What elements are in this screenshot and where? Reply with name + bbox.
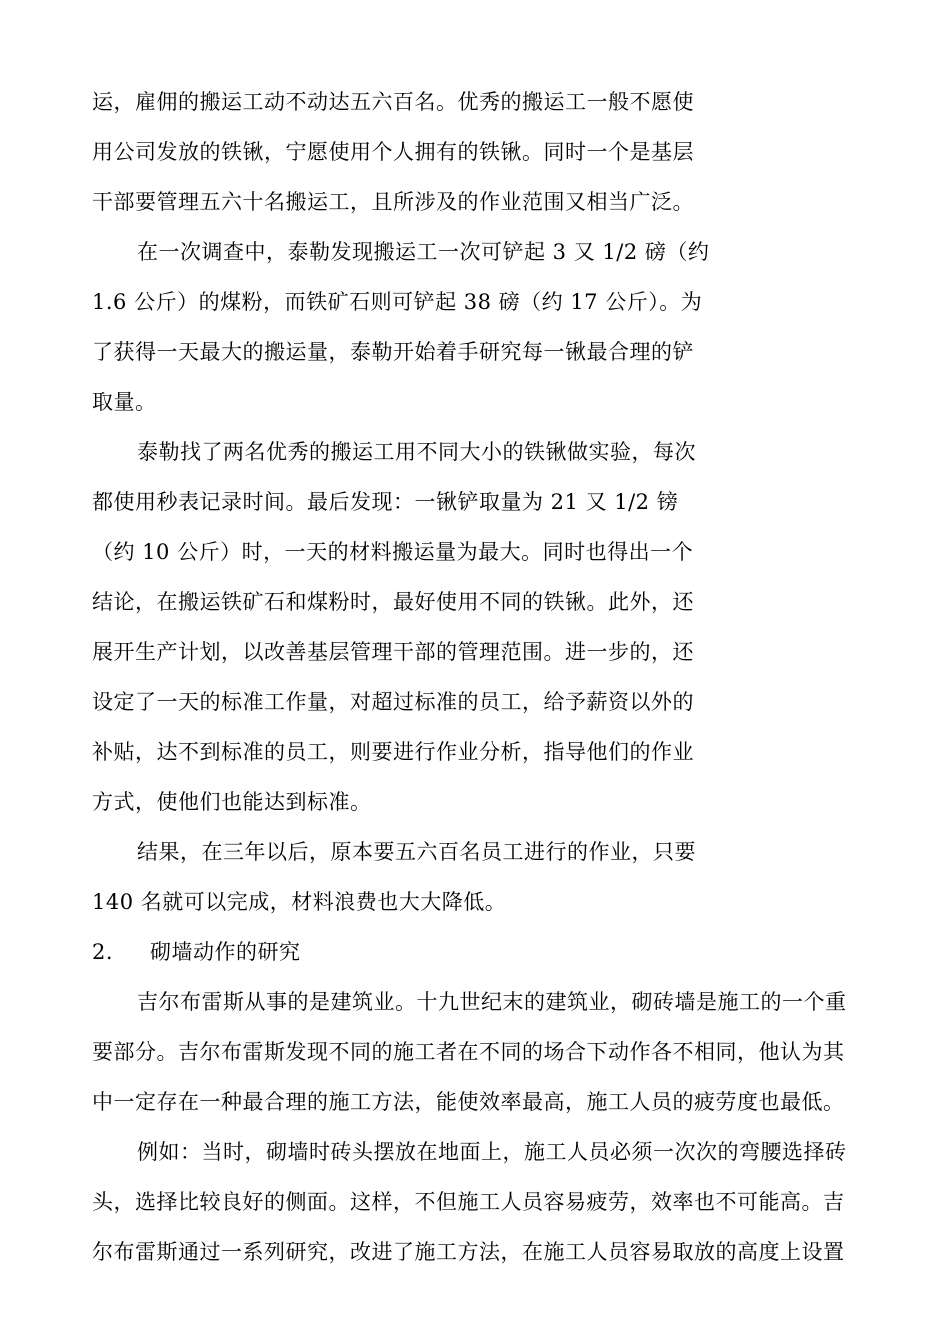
body-text-line: 吉尔布雷斯从事的是建筑业。十九世纪末的建筑业，砌砖墙是施工的一个重 <box>137 990 847 1014</box>
body-text-line: 结论，在搬运铁矿石和煤粉时，最好使用不同的铁锹。此外，还 <box>92 590 694 614</box>
body-text-line: 补贴，达不到标准的员工，则要进行作业分析，指导他们的作业 <box>92 740 694 764</box>
section-heading: 砌墙动作的研究 <box>150 940 301 964</box>
body-text-line: 设定了一天的标准工作量，对超过标准的员工，给予薪资以外的 <box>92 690 694 714</box>
body-text-line: 展开生产计划，以改善基层管理干部的管理范围。进一步的，还 <box>92 640 694 664</box>
body-text-line: 泰勒找了两名优秀的搬运工用不同大小的铁锹做实验，每次 <box>137 440 696 464</box>
body-text-line: 了获得一天最大的搬运量，泰勒开始着手研究每一锹最合理的铲 <box>92 340 694 364</box>
body-text-line: 例如：当时，砌墙时砖头摆放在地面上，施工人员必须一次次的弯腰选择砖 <box>137 1140 847 1164</box>
body-text-line: 要部分。吉尔布雷斯发现不同的施工者在不同的场合下动作各不相同，他认为其 <box>92 1040 845 1064</box>
body-text-line: 取量。 <box>92 390 157 414</box>
section-number: 2. <box>92 940 114 964</box>
body-text-line: 用公司发放的铁锹，宁愿使用个人拥有的铁锹。同时一个是基层 <box>92 140 694 164</box>
body-text-line: 方式，使他们也能达到标准。 <box>92 790 372 814</box>
body-text-line: （约 10 公斤）时，一天的材料搬运量为最大。同时也得出一个 <box>92 540 694 564</box>
body-text-line: 头，选择比较良好的侧面。这样，不但施工人员容易疲劳，效率也不可能高。吉 <box>92 1190 845 1214</box>
body-text-line: 干部要管理五六十名搬运工，且所涉及的作业范围又相当广泛。 <box>92 190 694 214</box>
body-text-line: 尔布雷斯通过一系列研究，改进了施工方法，在施工人员容易取放的高度上设置 <box>92 1240 845 1264</box>
body-text-line: 140 名就可以完成，材料浪费也大大降低。 <box>92 890 507 914</box>
body-text-line: 都使用秒表记录时间。最后发现：一锹铲取量为 21 又 1/2 镑 <box>92 490 679 514</box>
body-text-line: 1.6 公斤）的煤粉，而铁矿石则可铲起 38 磅（约 17 公斤）。为 <box>92 290 703 314</box>
body-text-line: 在一次调查中，泰勒发现搬运工一次可铲起 3 又 1/2 磅（约 <box>137 240 710 264</box>
body-text-line: 中一定存在一种最合理的施工方法，能使效率最高，施工人员的疲劳度也最低。 <box>92 1090 845 1114</box>
body-text-line: 运，雇佣的搬运工动不动达五六百名。优秀的搬运工一般不愿使 <box>92 90 694 114</box>
body-text-line: 结果，在三年以后，原本要五六百名员工进行的作业，只要 <box>137 840 696 864</box>
